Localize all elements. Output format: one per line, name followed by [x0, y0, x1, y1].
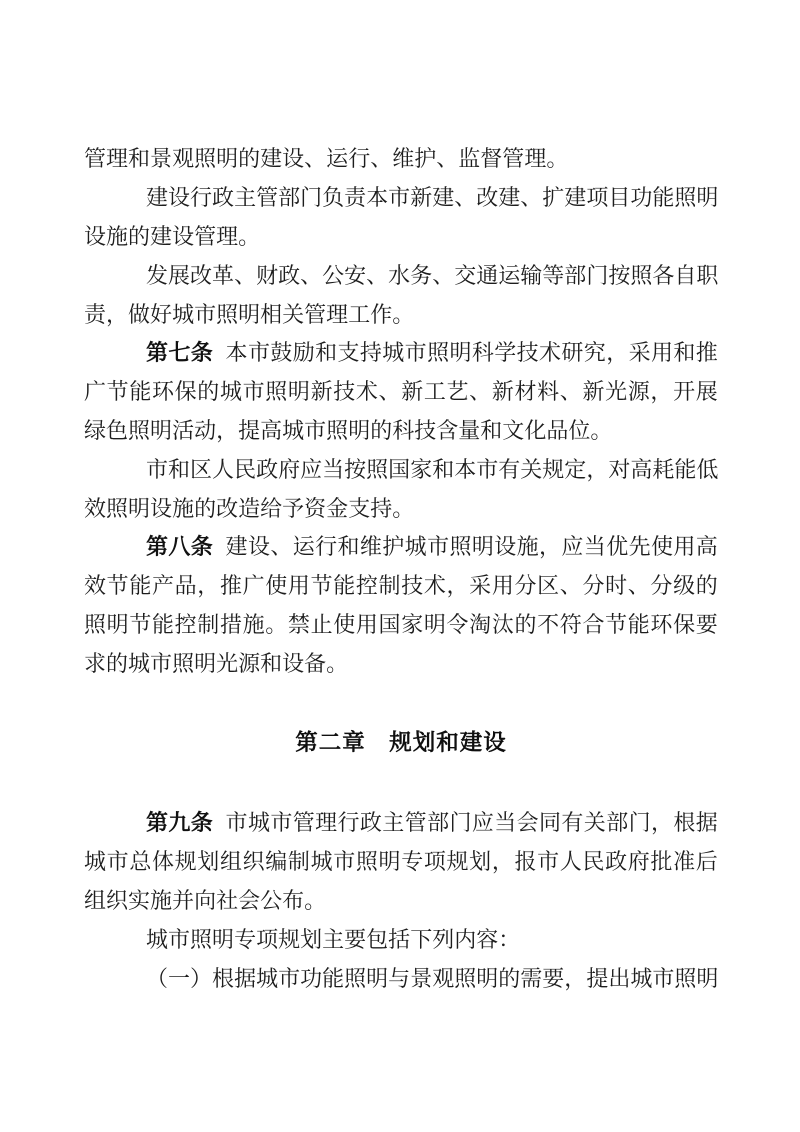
article-text-line: 第 七 条 本 市 鼓 励 和 支 持 城 市 照 明 科 学 技 术 研 究 ， 采 用 和 推 [146, 340, 718, 366]
text-line: 效 节 能 产 品 ， 推 广 使 用 节 能 控 制 技 术 ， 采 用 分 区 、 分 时 、 分 级 的 [84, 573, 718, 599]
text-line: 广 节 能 环 保 的 城 市 照 明 新 技 术 、 新 工 艺 、 新 材 料 、 新 光 源 ， 开 展 [84, 379, 718, 405]
lines-block-before-heading [84, 140, 718, 683]
text-line: 求 的 城 市 照 明 光 源 和 设 备 。 [84, 650, 349, 676]
article-text-line: 第 八 条 建 设 、 运 行 和 维 护 城 市 照 明 设 施 ， 应 当 优 先 使 用 高 [146, 534, 718, 560]
document-body [84, 140, 718, 998]
text-line: 城 市 照 明 专 项 规 划 主 要 包 括 下 列 内 容 ： [146, 926, 521, 952]
text-line: 市 和 区 人 民 政 府 应 当 按 照 国 家 和 本 市 有 关 规 定 ， 对 高 耗 能 低 [146, 456, 719, 482]
lines-block-after-heading [84, 804, 718, 998]
text-line: 设 施 的 建 设 管 理 。 [84, 223, 261, 249]
text-line: 责 ， 做 好 城 市 照 明 相 关 管 理 工 作 。 [84, 301, 415, 327]
text-line: 发 展 改 革 、 财 政 、 公 安 、 水 务 、 交 通 运 输 等 部 门 按 照 各 自 职 [146, 262, 719, 288]
text-line: 照 明 节 能 控 制 措 施 。 禁 止 使 用 国 家 明 令 淘 汰 的 不 符 合 节 能 环 保 要 [84, 611, 718, 637]
text-line: 组 织 实 施 并 向 社 会 公 布 。 [84, 887, 327, 913]
article-text-line: 第 九 条 市 城 市 管 理 行 政 主 管 部 门 应 当 会 同 有 关 部 门 ， 根 据 [146, 810, 718, 836]
text-line: 效 照 明 设 施 的 改 造 给 予 资 金 支 持 。 [84, 495, 415, 521]
text-line: 建 设 行 政 主 管 部 门 负 责 本 市 新 建 、 改 建 、 扩 建 项 目 功 能 照 明 [146, 185, 719, 211]
text-line: （ 一 ） 根 据 城 市 功 能 照 明 与 景 观 照 明 的 需 要 ， 提 出 城 市 照 明 [146, 965, 719, 991]
chapter-heading: 第二章 规划和建设 [295, 730, 507, 756]
text-line: 城 市 总 体 规 划 组 织 编 制 城 市 照 明 专 项 规 划 ， 报 市 人 民 政 府 批 准 后 [84, 849, 718, 875]
text-line: 管 理 和 景 观 照 明 的 建 设 、 运 行 、 维 护 、 监 督 管 理 。 [84, 146, 569, 172]
text-line: 绿 色 照 明 活 动 ， 提 高 城 市 照 明 的 科 技 含 量 和 文 化 品 位 。 [84, 417, 613, 443]
